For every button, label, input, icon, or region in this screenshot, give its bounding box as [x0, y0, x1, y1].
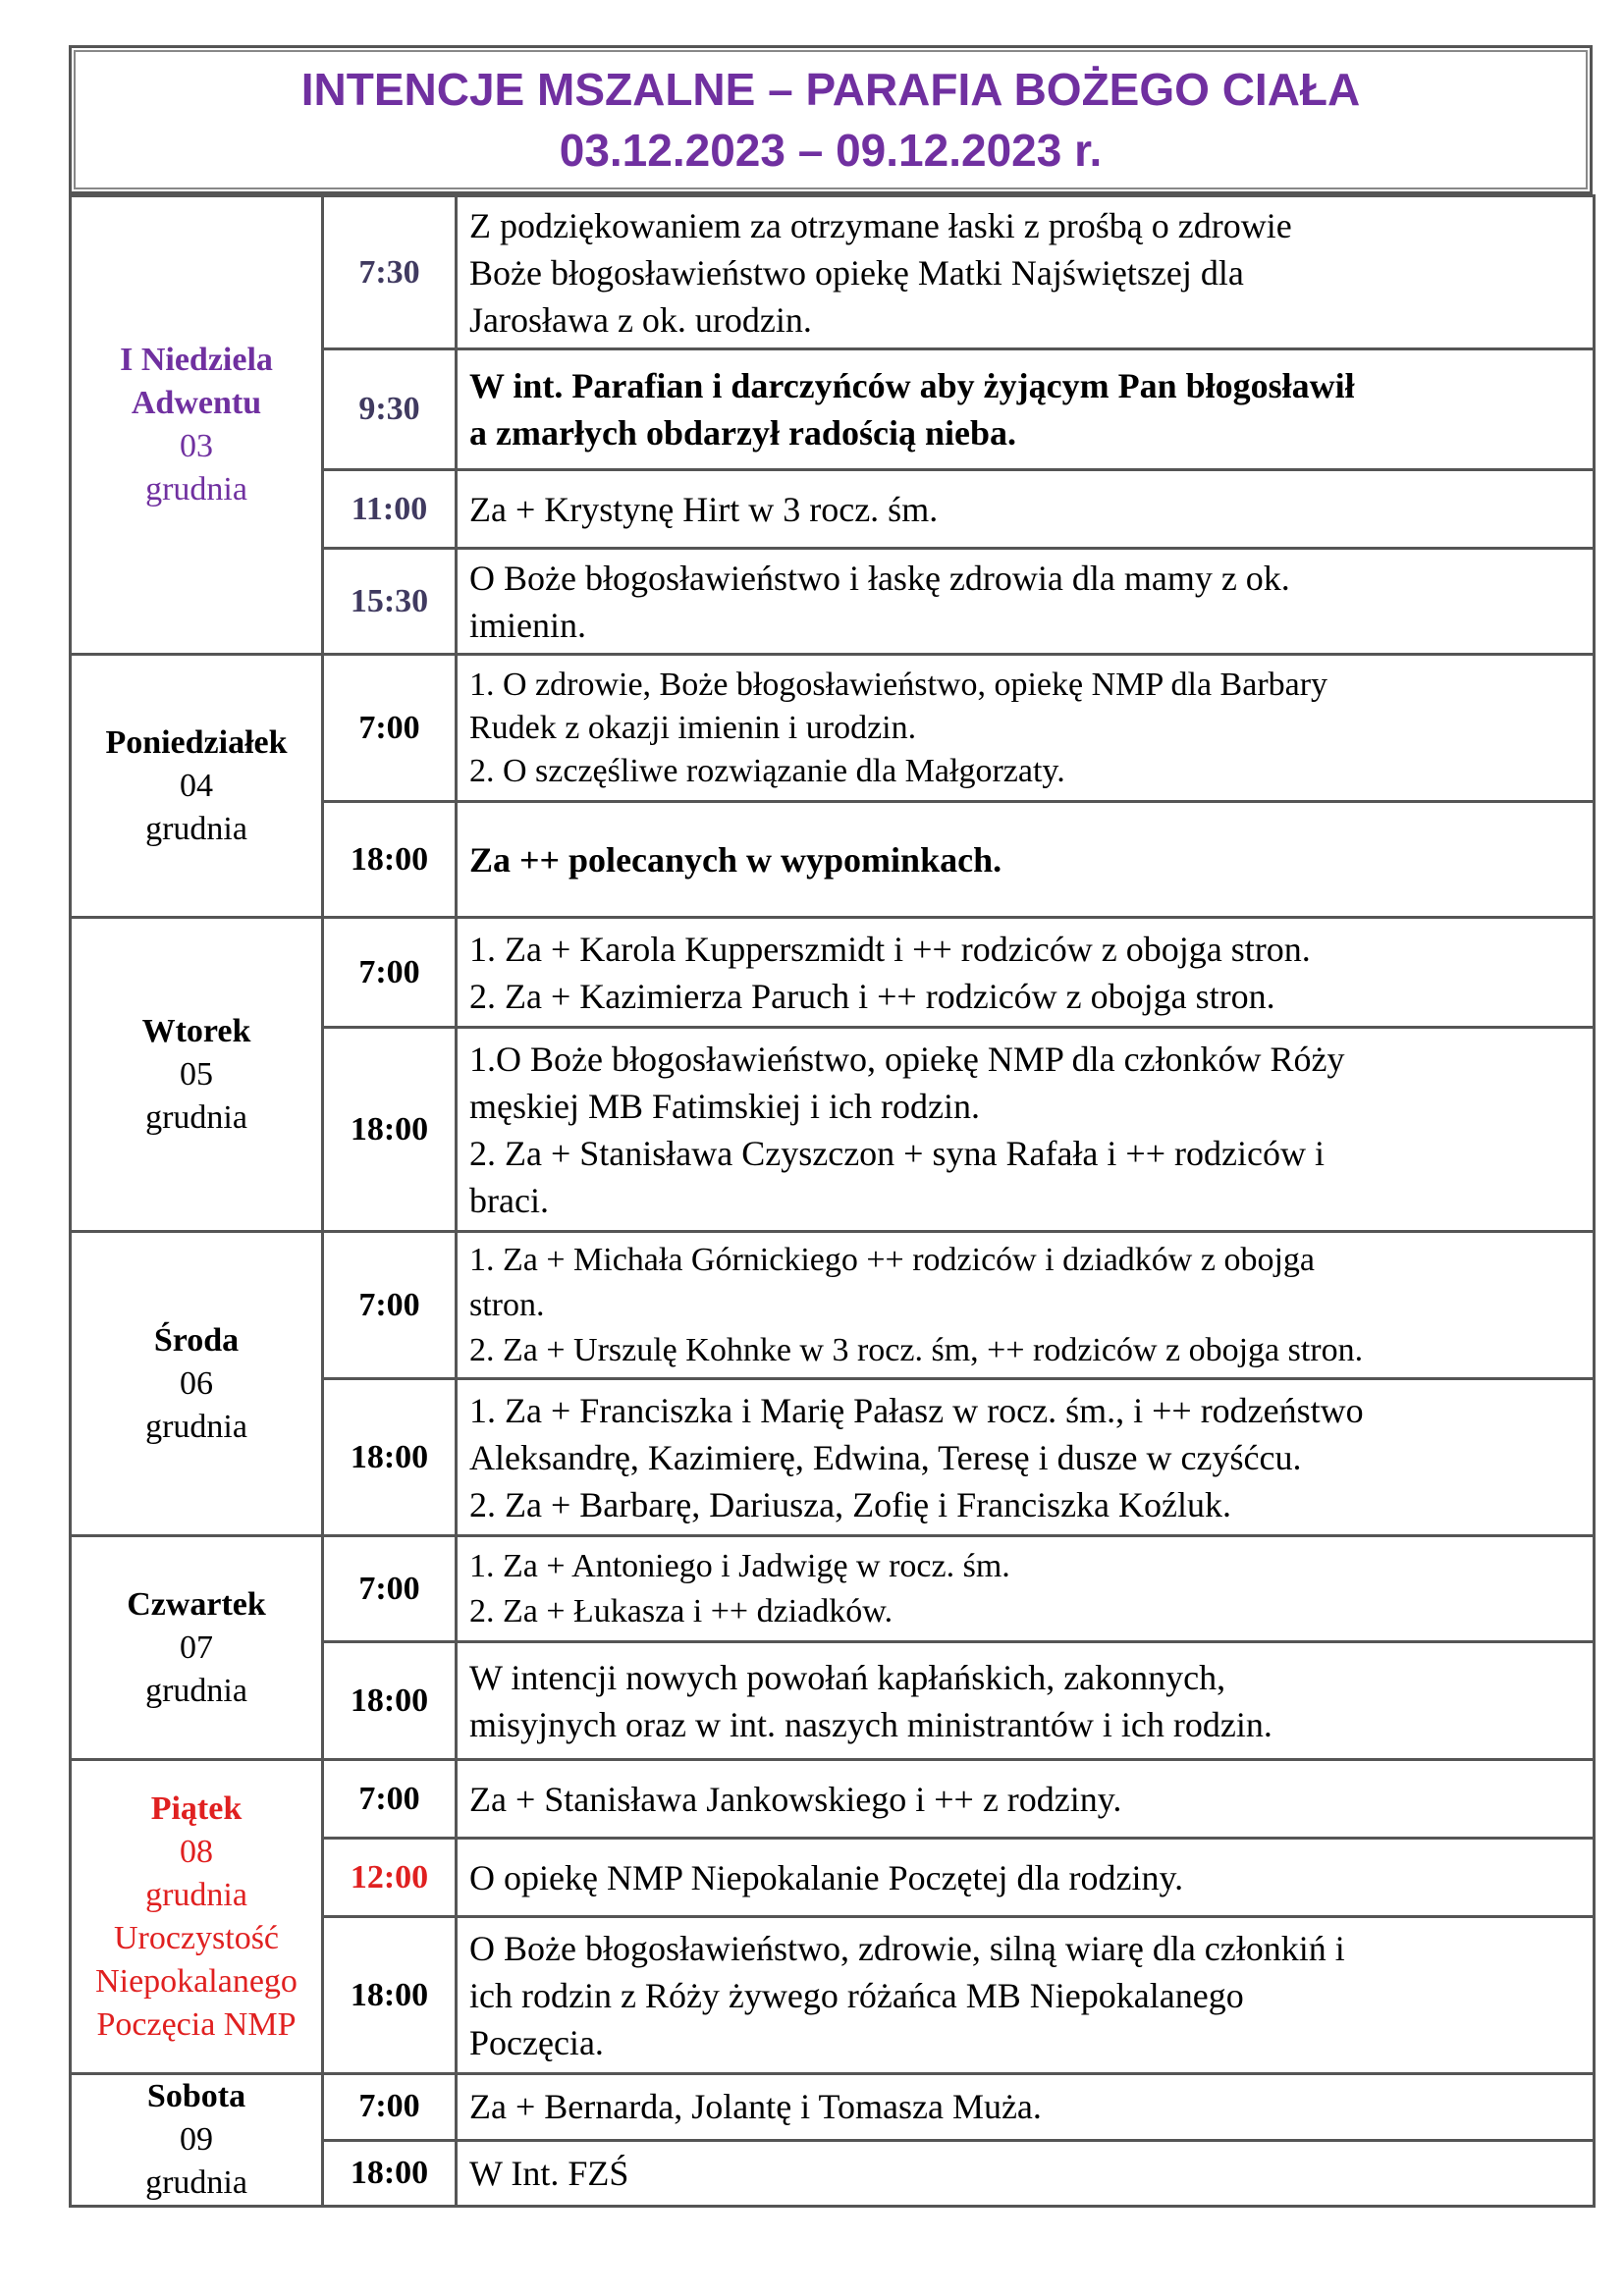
mass-time: 9:30: [324, 347, 458, 468]
page-header: [69, 45, 1593, 194]
mass-intention: [458, 1534, 1596, 1640]
intention-line: Za ++ polecanych w wypominkach.: [469, 839, 1002, 880]
intention-line: Poczęcia.: [469, 2022, 604, 2062]
mass-intention: [458, 1758, 1596, 1837]
mass-intention: [458, 347, 1596, 468]
mass-intentions-table: [69, 194, 1596, 2208]
intention-line: 1. Za + Michała Górnickiego ++ rodziców i dziadków z obojga: [469, 1241, 1315, 1278]
table-row: [72, 653, 1596, 800]
intention-line: Rudek z okazji imienin i urodzin.: [469, 709, 917, 746]
day-cell-sunday: [72, 194, 324, 653]
day-name: Czwartek: [127, 1585, 266, 1623]
mass-time: 11:00: [324, 468, 458, 547]
schedule-sheet: [69, 45, 1593, 2208]
intention-line: a zmarłych obdarzył radością nieba.: [469, 413, 1016, 453]
intention-line: misyjnych oraz w int. naszych ministrantów i ich rodzin.: [469, 1704, 1272, 1744]
intention-line: ich rodzin z Róży żywego różańca MB Niepokalanego: [469, 1975, 1244, 2015]
intention-line: Za + Krystynę Hirt w 3 rocz. śm.: [469, 489, 939, 529]
intention-line: Za + Bernarda, Jolantę i Tomasza Muża.: [469, 2087, 1042, 2127]
table-row: [72, 1758, 1596, 1837]
day-number: 07: [180, 1629, 213, 1666]
day-cell-saturday: [72, 2072, 324, 2205]
day-cell-friday: [72, 1758, 324, 2072]
intention-line: 2. O szczęśliwe rozwiązanie dla Małgorzaty.: [469, 752, 1065, 789]
table-row: [72, 194, 1596, 347]
intention-line: 2. Za + Łukasza i ++ dziadków.: [469, 1592, 893, 1629]
mass-intention: [458, 1026, 1596, 1230]
day-name: Sobota: [146, 2078, 246, 2114]
intention-line: 2. Za + Kazimierza Paruch i ++ rodziców z obojga stron.: [469, 976, 1275, 1016]
mass-time: 18:00: [324, 1377, 458, 1534]
mass-intention: [458, 916, 1596, 1026]
day-name: Piątek: [150, 1789, 243, 1827]
mass-intention: [458, 194, 1596, 347]
intention-line: O Boże błogosławieństwo, zdrowie, silną wiarę dla członkiń i: [469, 1928, 1345, 1968]
day-cell-wednesday: [72, 1230, 324, 1534]
intention-line: 1. Za + Franciszka i Marię Pałasz w rocz. śm., i ++ rodzeństwo: [469, 1390, 1364, 1430]
mass-intention: [458, 2072, 1596, 2139]
mass-time: 18:00: [324, 1640, 458, 1758]
intention-line: O opiekę NMP Niepokalanie Poczętej dla rodziny.: [469, 1857, 1184, 1897]
feast-name-line: Poczęcia NMP: [96, 2005, 297, 2043]
table-row: [72, 1230, 1596, 1377]
mass-time: 15:30: [324, 547, 458, 653]
mass-time: 7:00: [324, 653, 458, 800]
mass-time: 18:00: [324, 2139, 458, 2206]
intention-line: braci.: [469, 1180, 549, 1220]
day-cell-monday: [72, 653, 324, 916]
intention-line: Z podziękowaniem za otrzymane łaski z prośbą o zdrowie: [469, 205, 1292, 245]
day-name: Środa: [153, 1321, 240, 1359]
table-row: [72, 1534, 1596, 1640]
mass-intention: [458, 653, 1596, 800]
intention-line: 2. Za + Urszulę Kohnke w 3 rocz. śm, ++ rodziców z obojga stron.: [469, 1331, 1364, 1368]
mass-intention: [458, 1230, 1596, 1377]
mass-time: 18:00: [324, 1915, 458, 2072]
mass-time: 7:30: [324, 194, 458, 347]
feast-name-line: Niepokalanego: [95, 1962, 298, 2000]
feast-name-line: Uroczystość: [113, 1919, 280, 1956]
intention-line: O Boże błogosławieństwo i łaskę zdrowia dla mamy z ok.: [469, 558, 1290, 598]
intention-line: 1.O Boże błogosławieństwo, opiekę NMP dla członków Róży: [469, 1039, 1345, 1079]
mass-time: 7:00: [324, 1534, 458, 1640]
day-month: grudnia: [145, 1408, 247, 1445]
page-title: INTENCJE MSZALNE – PARAFIA BOŻEGO CIAŁA: [300, 64, 1361, 115]
date-range: 03.12.2023 – 09.12.2023 r.: [559, 125, 1103, 176]
day-month: grudnia: [145, 1672, 247, 1709]
day-month: grudnia: [145, 2164, 247, 2201]
day-cell-tuesday: [72, 916, 324, 1230]
intention-line: Za + Stanisława Jankowskiego i ++ z rodziny.: [469, 1779, 1122, 1819]
mass-intention: [458, 2139, 1596, 2206]
intention-line: W Int. FZŚ: [469, 2153, 629, 2193]
mass-time: 7:00: [324, 1230, 458, 1377]
mass-time: 7:00: [324, 1758, 458, 1837]
intention-line: 2. Za + Stanisława Czyszczon + syna Rafała i ++ rodziców i: [469, 1133, 1325, 1173]
mass-time: 12:00: [324, 1837, 458, 1915]
intention-line: W int. Parafian i darczyńców aby żyjącym Pan błogosławił: [469, 366, 1355, 405]
intention-line: 1. Za + Antoniego i Jadwigę w rocz. śm.: [469, 1547, 1010, 1584]
mass-time: 7:00: [324, 916, 458, 1026]
day-number: 09: [180, 2121, 213, 2158]
mass-intention: [458, 800, 1596, 916]
day-number: 05: [180, 1055, 213, 1093]
intention-line: Jarosława z ok. urodzin.: [469, 299, 812, 340]
day-cell-thursday: [72, 1534, 324, 1758]
mass-intention: [458, 547, 1596, 653]
day-number: 03: [180, 428, 213, 464]
intention-line: W intencji nowych powołań kapłańskich, zakonnych,: [469, 1657, 1226, 1697]
intention-line: Boże błogosławieństwo opiekę Matki Najświętszej dla: [469, 252, 1244, 293]
day-month: grudnia: [145, 1876, 247, 1913]
mass-time: 7:00: [324, 2072, 458, 2139]
mass-intention: [458, 1377, 1596, 1534]
day-number: 06: [180, 1364, 213, 1402]
table-row: [72, 2072, 1596, 2139]
day-month: grudnia: [145, 471, 247, 507]
mass-time: 18:00: [324, 1026, 458, 1230]
day-number: 04: [180, 767, 213, 804]
day-name: Wtorek: [141, 1012, 251, 1049]
intention-line: imienin.: [469, 605, 586, 645]
day-name: Poniedziałek: [105, 723, 288, 761]
intention-line: 1. Za + Karola Kupperszmidt i ++ rodziców z obojga stron.: [469, 929, 1311, 969]
mass-intention: [458, 1837, 1596, 1915]
day-number: 08: [180, 1833, 213, 1870]
mass-intention: [458, 468, 1596, 547]
mass-intention: [458, 1915, 1596, 2072]
intention-line: 2. Za + Barbarę, Dariusza, Zofię i Franciszka Koźluk.: [469, 1484, 1232, 1524]
intention-line: 1. O zdrowie, Boże błogosławieństwo, opiekę NMP dla Barbary: [469, 666, 1328, 703]
day-name: I Niedziela Adwentu: [120, 342, 273, 421]
day-month: grudnia: [145, 1098, 247, 1136]
table-row: [72, 916, 1596, 1026]
intention-line: Aleksandrę, Kazimierę, Edwina, Teresę i dusze w czyśćcu.: [469, 1437, 1302, 1477]
mass-intention: [458, 1640, 1596, 1758]
intention-line: stron.: [469, 1286, 545, 1323]
intention-line: męskiej MB Fatimskiej i ich rodzin.: [469, 1086, 980, 1126]
mass-time: 18:00: [324, 800, 458, 916]
day-month: grudnia: [145, 810, 247, 847]
